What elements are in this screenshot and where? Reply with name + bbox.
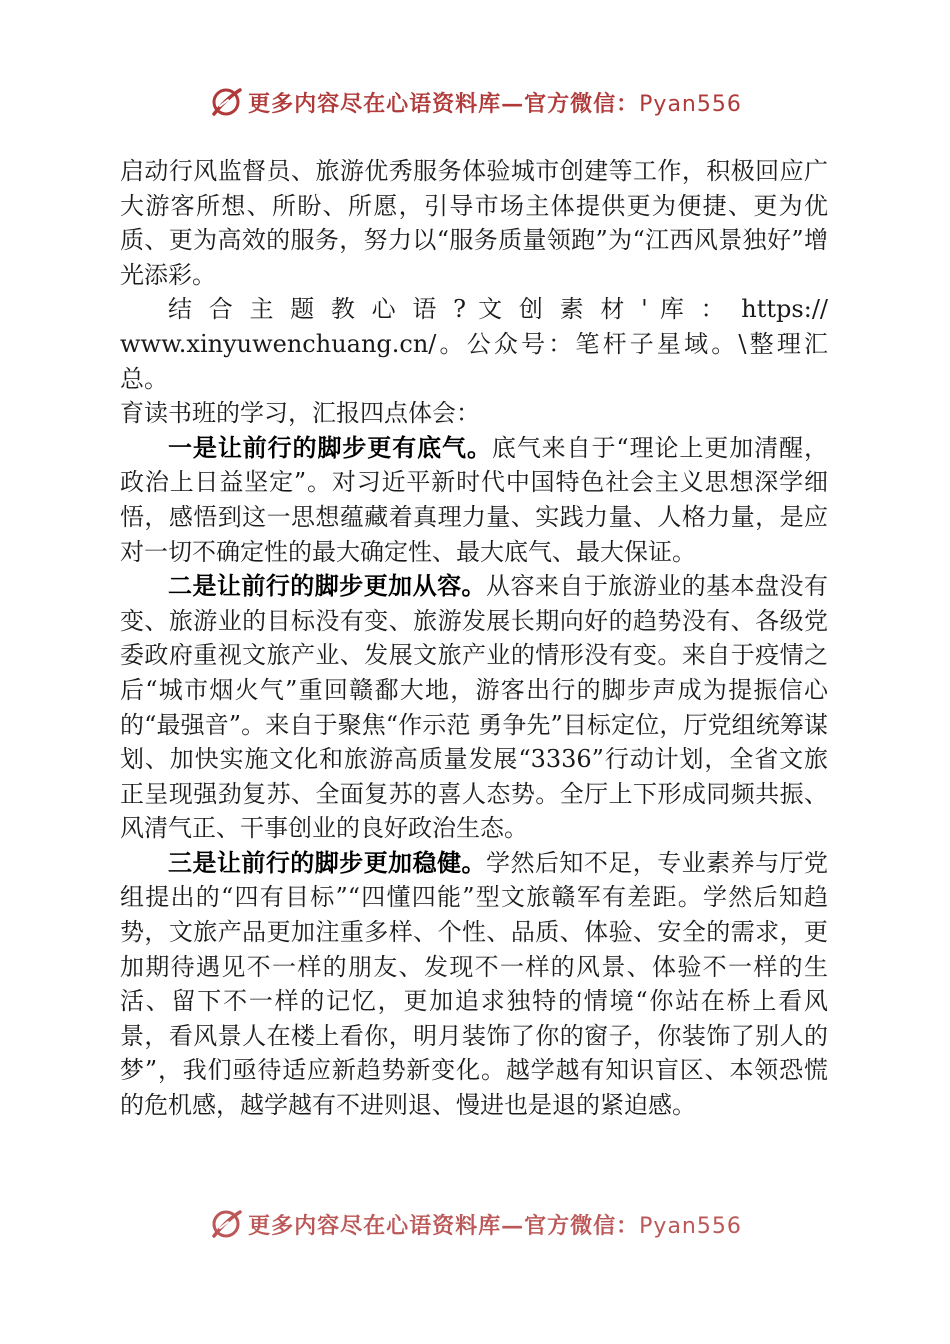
header-watermark xyxy=(0,82,950,122)
paragraph-4-text: 从容来自于旅游业的基本盘没有变、旅游业的目标没有变、旅游发展长期向好的趋势没有、各级党委政府重视文旅产业、发展文旅产业的情形没有变。来自于疫情之后“城市烟火气”重回赣鄱大地，游客出行的脚步声成为提振信心的“最强音”。来自于聚焦“作示范 勇争先”目标定位，厅党组统筹谋划、加快实施文化和旅游高质量发展“3336”行动计划，全省文旅正呈现强劲复苏、全面复苏的喜人态势。全厅上下形成同频共振、风清气正、干事创业的良好政治生态。 xyxy=(120,572,828,843)
paragraph-4-heading: 二是让前行的脚步更加从容。 xyxy=(168,571,486,601)
xinyu-logo-icon xyxy=(208,84,244,120)
paragraph-5 xyxy=(120,846,828,1123)
document-body xyxy=(120,154,828,1123)
paragraph-5-text: 学然后知不足，专业素养与厅党组提出的“四有目标”“四懂四能”型文旅赣军有差距。学然后知趋势，文旅产品更加注重多样、个性、品质、体验、安全的需求，更加期待遇见不一样的朋友、发现不一样的风景、体验不一样的生活、留下不一样的记忆，更加追求独特的情境“你站在桥上看风景，看风景人在楼上看你，明月装饰了你的窗子，你装饰了别人的梦”，我们亟待适应新趋势新变化。越学越有知识盲区、本领恐慌的危机感，越学越有不进则退、慢进也是退的紧迫感。 xyxy=(120,848,828,1120)
paragraph-3-heading: 一是让前行的脚步更有底气。 xyxy=(168,432,492,462)
paragraph-2-line-1: 结 合 主 题 教 心 语 ? 文 创 素 材 ' 库 ： https:// xyxy=(168,295,828,324)
paragraph-2-line-3: 育读书班的学习，汇报四点体会： xyxy=(120,399,480,428)
paragraph-4 xyxy=(120,569,828,846)
paragraph-3 xyxy=(120,431,828,569)
paragraph-3-text: 底气来自于“理论上更加清醒，政治上日益坚定”。对习近平新时代中国特色社会主义思想深学细悟，感悟到这一思想蕴藏着真理力量、实践力量、人格力量，是应对一切不确定性的最大确定性、最大底气、最大保证。 xyxy=(120,433,828,566)
paragraph-2-line-2: www.xinyuwenchuang.cn/。公众号：笔杆子星域。\整理汇总。 xyxy=(120,329,828,393)
paragraph-1: 启动行风监督员、旅游优秀服务体验城市创建等工作，积极回应广大游客所想、所盼、所愿，引导市场主体提供更为便捷、更为优质、更为高效的服务，努力以“服务质量领跑”为“江西风景独好”增光添彩。 xyxy=(120,157,828,289)
paragraph-5-heading: 三是让前行的脚步更加稳健。 xyxy=(168,847,486,877)
footer-watermark-text: 更多内容尽在心语资料库—官方微信：Pyan556 xyxy=(248,1212,742,1239)
header-watermark-text: 更多内容尽在心语资料库—官方微信：Pyan556 xyxy=(248,90,742,117)
footer-watermark xyxy=(0,1204,950,1244)
xinyu-logo-icon xyxy=(208,1206,244,1242)
